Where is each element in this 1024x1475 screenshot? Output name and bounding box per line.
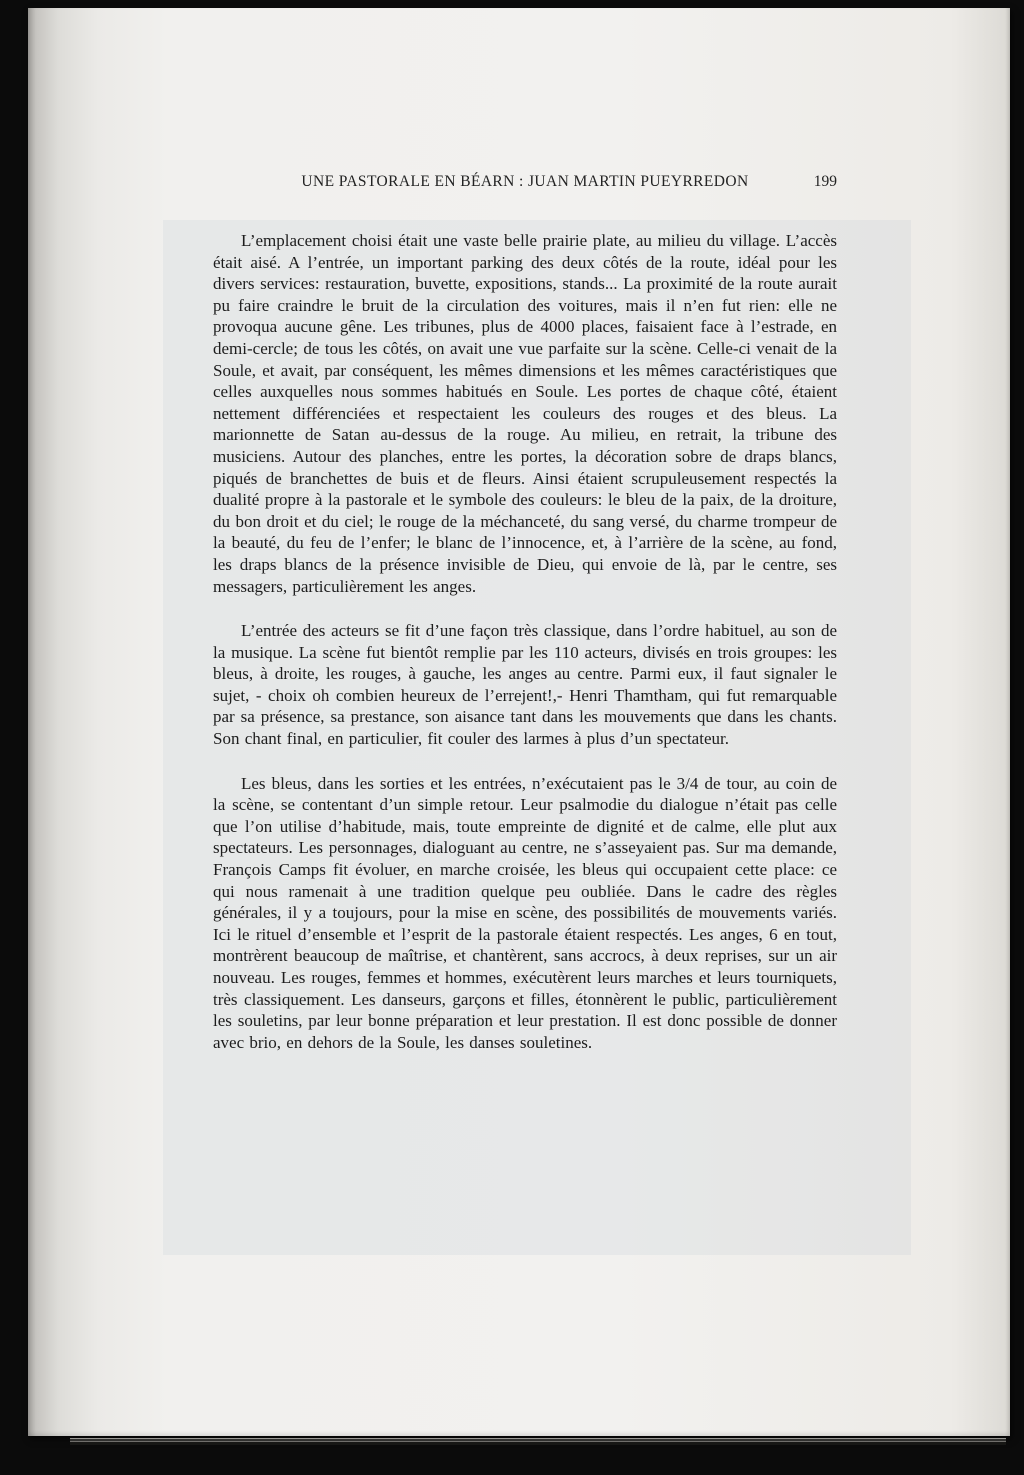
- paragraph: Les bleus, dans les sorties et les entrées, n’exécutaient pas le 3/4 de tour, au coin de la scène, se contentant d’un simple retour. Leur psalmodie du dialogue n’était pas celle que l’on utilise d’habitude, mais, toute empreinte de dignité et de calme, elle plut aux spectateurs. Les personnages, dialoguant au centre, ne s’asseyaient pas. Sur ma demande, François Camps fit évoluer, en marche croisée, les bleus qui occupaient cette place: ce qui nous ramenait à une tradition quelque peu oubliée. Dans le cadre des règles générales, il y a toujours, pour la mise en scène, des possibilités de mouvements variés. Ici le rituel d’ensemble et l’esprit de la pastorale étaient respectés. Les anges, 6 en tout, montrèrent beaucoup de maîtrise, et chantèrent, sans accrocs, à deux reprises, sur un air nouveau. Les rouges, femmes et hommes, exécutèrent leurs marches et leurs tourniquets, très classiquement. Les danseurs, garçons et filles, étonnèrent le public, particulièrement les souletins, par leur bonne préparation et leur prestation. Il est donc possible de donner avec brio, en dehors de la Soule, les danses souletines.: [213, 773, 837, 1052]
- running-head-title: UNE PASTORALE EN BÉARN : JUAN MARTIN PUEYRREDON: [301, 173, 749, 190]
- running-head: [213, 173, 837, 195]
- page-number: 199: [813, 173, 837, 190]
- paragraph: L’entrée des acteurs se fit d’une façon très classique, dans l’ordre habituel, au son de la musique. La scène fut bientôt remplie par les 110 acteurs, divisés en trois groupes: les bleus, à droite, les rouges, à gauche, les anges au centre. Parmi eux, il faut signaler le sujet, - choix oh combien heureux de l’errejent!,- Henri Thamtham, qui fut remarquable par sa présence, sa prestance, son aisance tant dans les mouvements que dans les chants. Son chant final, en particulier, fit couler des larmes à plus d’un spectateur.: [213, 621, 837, 749]
- scanned-book-page: [28, 8, 1010, 1436]
- page-stack-edge: [70, 1438, 1006, 1445]
- body-text: [213, 230, 837, 1076]
- paragraph: L’emplacement choisi était une vaste belle prairie plate, au milieu du village. L’accès était aisé. A l’entrée, un important parking des deux côtés de la route, idéal pour les divers services: restauration, buvette, expositions, stands... La proximité de la route aurait pu faire craindre le bruit de la circulation des voitures, mais il n’en fut rien: elle ne provoqua aucune gêne. Les tribunes, plus de 4000 places, faisaient face à l’estrade, en demi-cercle; de tous les côtés, on avait une vue parfaite sur la scène. Celle-ci venait de la Soule, et avait, par conséquent, les mêmes dimensions et les mêmes caractéristiques que celles auxquelles nous sommes habitués en Soule. Les portes de chaque côté, étaient nettement différenciées et respectaient les couleurs des rouges et des bleus. La marionnette de Satan au-dessus de la rouge. Au milieu, en retrait, la tribune des musiciens. Autour des planches, entre les portes, la décoration sobre de draps blancs, piqués de branchettes de buis et de fleurs. Ainsi étaient scrupuleusement respectés la dualité propre à la pastorale et le symbole des couleurs: le bleu de la paix, de la droiture, du bon droit et du ciel; le rouge de la méchanceté, du sang versé, du charme trompeur de la beauté, du feu de l’enfer; le blanc de l’innocence, et, à l’arrière de la scène, au fond, les draps blancs de la présence invisible de Dieu, qui envoie de là, par le centre, ses messagers, particulièrement les anges.: [213, 231, 837, 596]
